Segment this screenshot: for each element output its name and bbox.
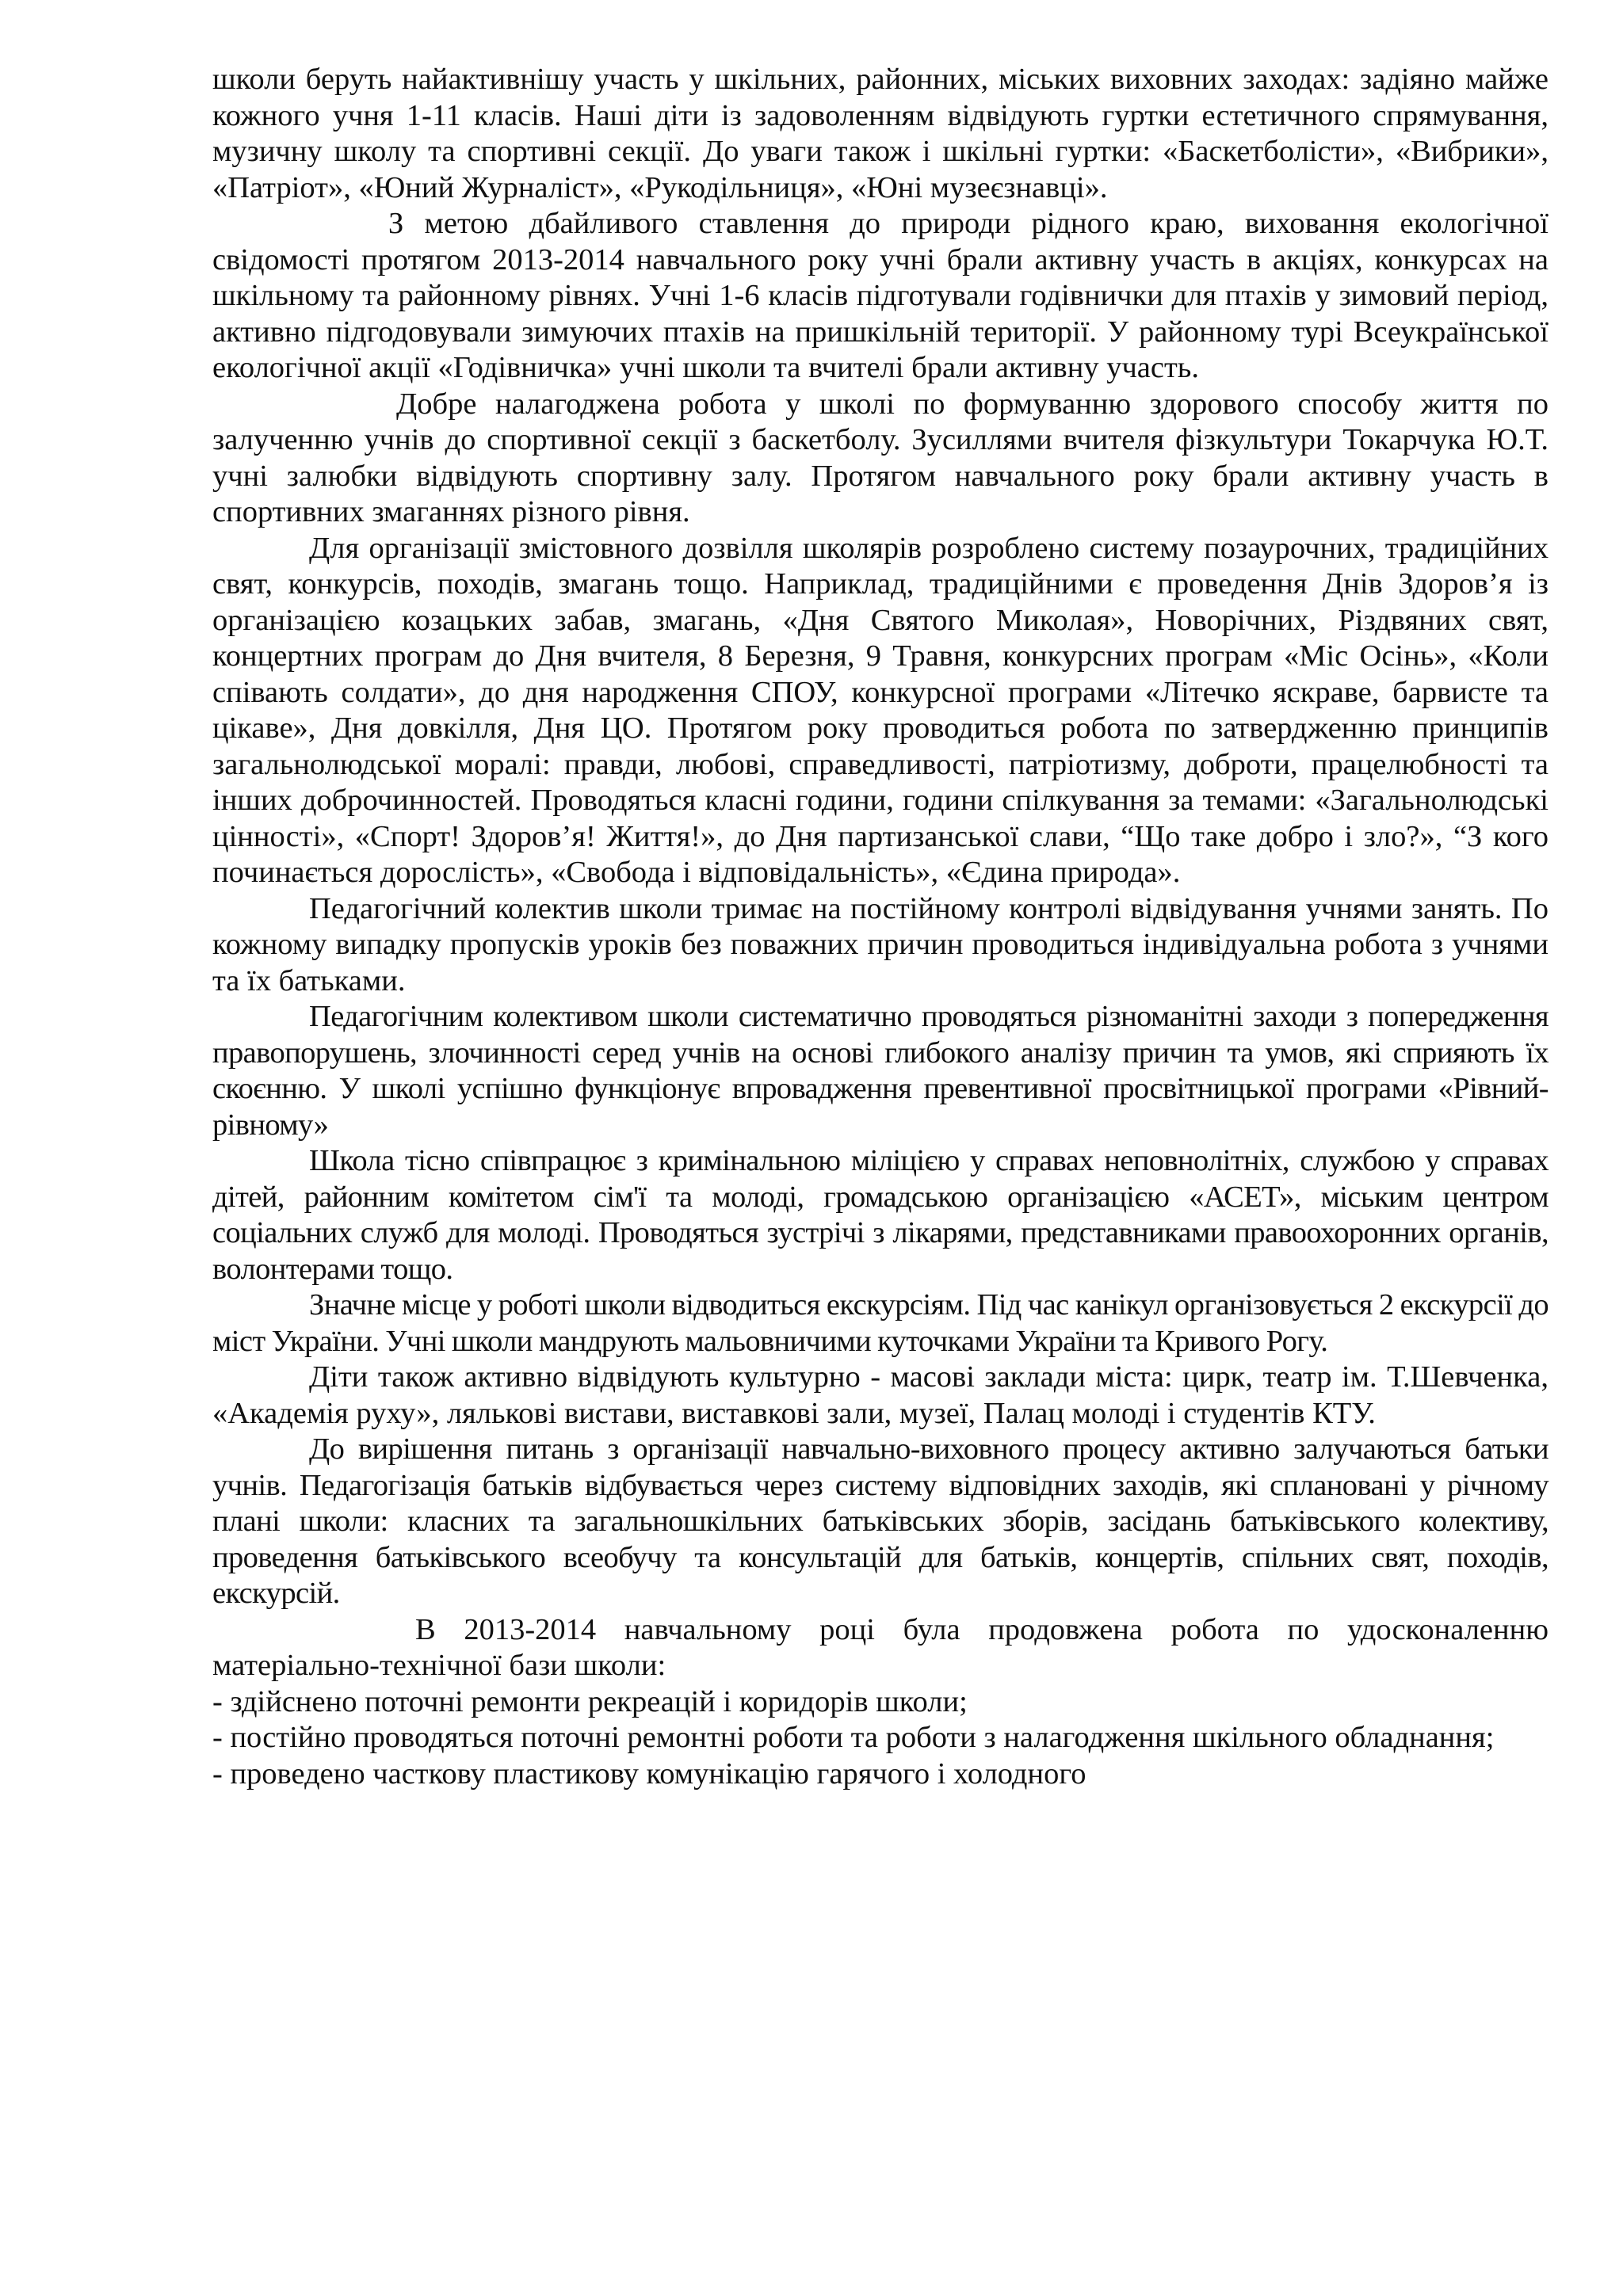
paragraph-cooperation: Школа тісно співпрацює з кримінальною міліцією у справах неповнолітніх, службою у справах дітей, районним комітетом сім'ї та молоді, громадською організацією «АСЕТ», міським центром соціальних служб для молоді. Проводяться зустрічі з лікарями, представниками правоохоронних органів, волонтерами тощо. — [212, 1144, 1549, 1286]
list-item: - постійно проводяться поточні ремонтні роботи та роботи з налагодження шкільного обладнання; — [212, 1721, 1495, 1754]
paragraph-leisure: Для організації змістовного дозвілля школярів розроблено систему позаурочних, традиційних свят, конкурсів, походів, змагань тощо. Наприклад, традиційними є проведення Днів Здоров’я із організацією козацьких забав, змагань, «Дня Святого Миколая», Новорічних, Різдвяних свят, концертних програм до Дня вчителя, 8 Березня, 9 Травня, конкурсних програм «Міс Осінь», «Коли співають солдати», до дня народження СПОУ, конкурсної програми «Літечко яскраве, барвисте та цікаве», Дня довкілля, Дня ЦО. Протягом року проводиться робота по затвердженню принципів загальнолюдської моралі: правди, любові, справедливості, патріотизму, доброти, працелюбності та інших доброчинностей. Проводяться класні години, години спілкування за темами: «Загальнолюдські цінності», «Спорт! Здоров’я! Життя!», до Дня партизанської слави, “Що таке добро і зло?», “З кого починається дорослість», «Свобода і відповідальність», «Єдина природа». — [212, 531, 1549, 889]
improvements-list — [212, 1684, 1549, 1793]
paragraph-prevention: Педагогічним колективом школи систематично проводяться різноманітні заходи з попередження правопорушень, злочинності серед учнів на основі глибокого аналізу причин та умов, які сприяють їх скоєнню. У школі успішно функціонує впровадження превентивної просвітницької програми «Рівний-рівному» — [212, 1000, 1549, 1142]
list-item: - проведено часткову пластикову комунікацію гарячого і холодного — [212, 1756, 1086, 1791]
paragraph-parents: До вирішення питань з організації навчально-виховного процесу активно залучаються батьки учнів. Педагогізація батьків відбувається через систему відповідних заходів, які сплановані у річному плані школи: класних та загальношкільних батьківських зборів, засідань батьківського колективу, проведення батьківського всеобучу та консультацій для батьків, концертів, спільних свят, походів, екскурсій. — [212, 1432, 1549, 1610]
paragraph-ecology: З метою дбайливого ставлення до природи рідного краю, виховання екологічної свідомості протягом 2013-2014 навчального року учні брали активну участь в акціях, конкурсах на шкільному та районному рівнях. Учні 1-6 класів підготували годівнички для птахів у зимовий період, активно підгодовували зимуючих птахів на пришкільній території. У районному турі Всеукраїнської екологічної акції «Годівничка» учні школи та вчителі брали активну участь. — [212, 207, 1549, 384]
paragraph-attendance: Педагогічний колектив школи тримає на постійному контролі відвідування учнями занять. По кожному випадку пропусків уроків без поважних причин проводиться індивідуальна робота з учнями та їх батьками. — [212, 891, 1549, 997]
paragraph-clubs: школи беруть найактивнішу участь у шкільних, районних, міських виховних заходах: задіяно майже кожного учня 1-11 класів. Наші діти із задоволенням відвідують гуртки естетичного спрямування, музичну школу та спортивні секції. До уваги також і шкільні гуртки: «Баскетболісти», «Вибрики», «Патріот», «Юний Журналіст», «Рукодільниця», «Юні музеєзнавці». — [212, 63, 1549, 204]
paragraph-culture: Діти також активно відвідують культурно - масові заклади міста: цирк, театр ім. Т.Шевченка, «Академія руху», лялькові вистави, виставкові зали, музеї, Палац молоді і студентів КТУ. — [212, 1360, 1549, 1430]
paragraph-excursions: Значне місце у роботі школи відводиться екскурсіям. Під час канікул організовується 2 екскурсії до міст України. Учні школи мандрують мальовничими куточками України та Кривого Рогу. — [212, 1288, 1549, 1358]
list-item: - здійснено поточні ремонти рекреацій і коридорів школи; — [212, 1684, 968, 1718]
paragraph-healthy-lifestyle: Добре налагоджена робота у школі по формуванню здорового способу життя по залученню учнів до спортивної секції з баскетболу. Зусиллями вчителя фізкультури Токарчука Ю.Т. учні залюбки відвідують спортивну залу. Протягом навчального року брали активну участь в спортивних змаганнях різного рівня. — [212, 387, 1549, 528]
paragraph-material-base: В 2013-2014 навчальному році була продовжена робота по удосконаленню матеріально-технічної бази школи: — [212, 1612, 1549, 1682]
document-page — [212, 62, 1549, 1792]
